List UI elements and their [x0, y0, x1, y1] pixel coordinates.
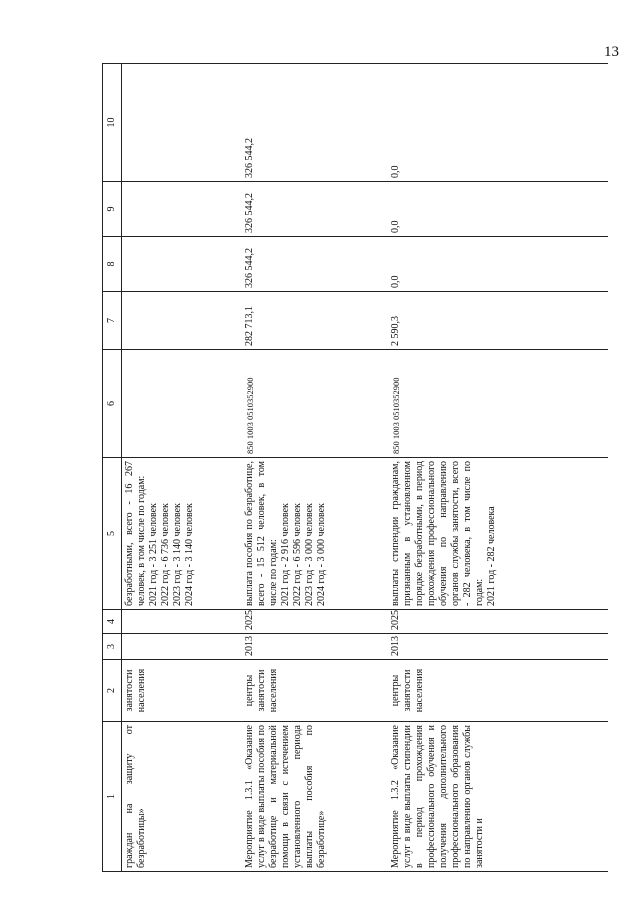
- header-col-10: 10: [103, 64, 122, 182]
- cell-amount-2022: [122, 237, 242, 292]
- cell-result: выплата пособия по безработице, всего - 15 512 человек, в том числе по годам: 2021 год - 2 916 человек 2022 год - 6 596 человек 2023 год - 3 000 человек 2024 год - 3 000 человек: [242, 458, 388, 610]
- table-header: [103, 64, 122, 872]
- header-col-6: 6: [103, 350, 122, 458]
- cell-end-year: 2025: [388, 610, 608, 634]
- table-body: [122, 64, 608, 872]
- cell-executor: занятости населения: [122, 660, 242, 722]
- cell-start-year: 2013: [242, 634, 388, 660]
- cell-amount-2021: 2 590,3: [388, 292, 608, 350]
- cell-start-year: 2013: [388, 634, 608, 660]
- cell-measure: граждан на защиту от безработицы»: [122, 722, 242, 872]
- cell-executor: центры занятости населения: [242, 660, 388, 722]
- program-table: [102, 63, 608, 872]
- header-col-4: 4: [103, 610, 122, 634]
- header-col-1: 1: [103, 722, 122, 872]
- header-col-8: 8: [103, 237, 122, 292]
- cell-result: выплаты стипендии гражданам, признанным в установленном порядке безработными, в период прохождения профессионального обучения по направлению органов службы занятости, всего - 282 человека, в том числе по годам: 2021 год - 282 человека: [388, 458, 608, 610]
- header-col-7: 7: [103, 292, 122, 350]
- cell-start-year: [122, 634, 242, 660]
- cell-amount-2023: 326 544,2: [242, 182, 388, 237]
- header-col-9: 9: [103, 182, 122, 237]
- cell-amount-2024: 0,0: [388, 64, 608, 182]
- header-row: [103, 64, 122, 872]
- page-number: 13: [604, 44, 619, 60]
- cell-end-year: 2025: [242, 610, 388, 634]
- cell-budget-code: 850 1003 0510352900: [242, 350, 388, 458]
- cell-amount-2022: 0,0: [388, 237, 608, 292]
- header-col-5: 5: [103, 458, 122, 610]
- cell-result: безработными, всего - 16 267 человек, в том числе по годам: 2021 год - 3 251 человек 2022 год - 6 736 человек 2023 год - 3 140 человек 2024 год - 3 140 человек: [122, 458, 242, 610]
- header-col-3: 3: [103, 634, 122, 660]
- cell-amount-2024: [122, 64, 242, 182]
- table-row: [388, 64, 608, 872]
- cell-amount-2023: 0,0: [388, 182, 608, 237]
- cell-amount-2021: 282 713,1: [242, 292, 388, 350]
- cell-budget-code: [122, 350, 242, 458]
- cell-measure: Мероприятие 1.3.1 «Оказание услуг в виде выплаты пособия по безработице и материальной помощи в связи с истечением установленного периода выплаты пособия по безработице»: [242, 722, 388, 872]
- cell-amount-2021: [122, 292, 242, 350]
- cell-amount-2023: [122, 182, 242, 237]
- cell-amount-2024: 326 544,2: [242, 64, 388, 182]
- rotated-table-container: [102, 64, 622, 872]
- header-col-2: 2: [103, 660, 122, 722]
- cell-budget-code: 850 1003 0510352900: [388, 350, 608, 458]
- table-row: [122, 64, 242, 872]
- cell-end-year: [122, 610, 242, 634]
- cell-amount-2022: 326 544,2: [242, 237, 388, 292]
- cell-measure: Мероприятие 1.3.2 «Оказание услуг в виде выплаты стипендии в период прохождения профессионального обучения и получения дополнительного профессионального образования по направлению органов службы занятости и: [388, 722, 608, 872]
- table-row: [242, 64, 388, 872]
- cell-executor: центры занятости населения: [388, 660, 608, 722]
